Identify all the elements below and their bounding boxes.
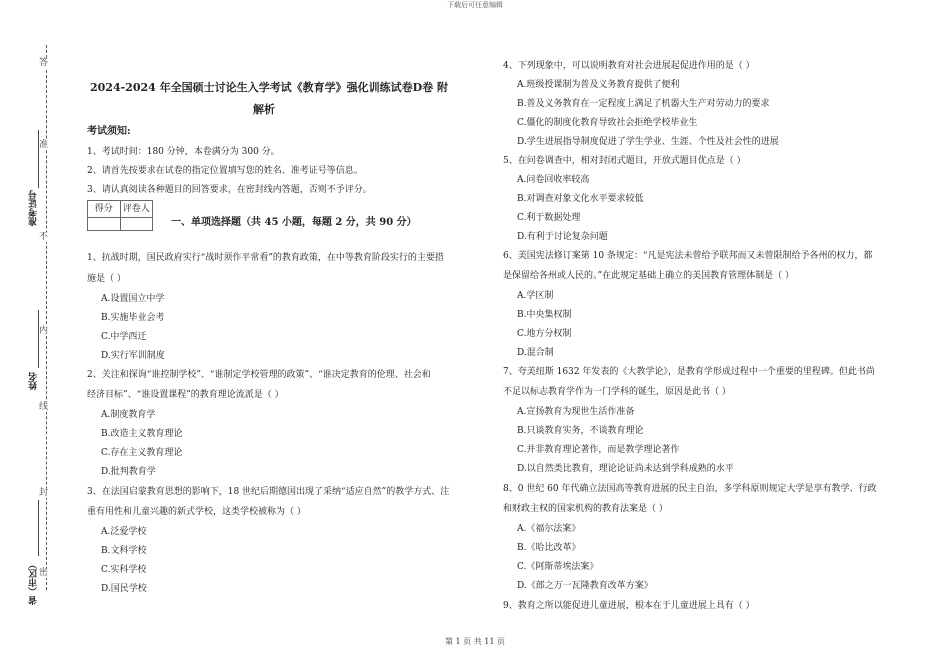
option: D.以自然类比教育，理论论证尚未达到学科成熟的水平 [517, 464, 734, 474]
option: C.地方分权制 [517, 329, 572, 339]
question-stem: 2、关注和探询“谁控制学校”、“谁制定学校管理的政策”、“谁决定教育的伦理、社会和 [87, 370, 431, 380]
notice-item: 2、请首先按要求在试卷的指定位置填写您的姓名、准考证号等信息。 [87, 166, 363, 176]
question-stem: 1、抗战时期，国民政府实行“战时须作平常看”的教育政策，在中等教育阶段实行的主要措 [87, 253, 444, 263]
exam-title-line1: 2024-2024 年全国硕士讨论生入学考试《教育学》强化训练试卷D卷 附 [90, 81, 448, 94]
binding-char: 答 [39, 58, 49, 68]
question-stem: 不足以标志教育学作为一门学科的诞生，原因是此书（ ） [503, 387, 731, 397]
option: B.中央集权制 [517, 310, 572, 320]
option: B.《哈比改革》 [517, 543, 581, 553]
option: B.实施毕业会考 [101, 313, 165, 323]
question-stem: 和财政主权的国家机构的教育法案是（ ） [503, 504, 668, 514]
option: B.只谈教育实务，不谈教育理论 [517, 426, 644, 436]
question-stem: 9、教育之所以能促进儿童进展，根本在于儿童进展上具有（ ） [503, 601, 755, 611]
score-label: 得分 [88, 201, 121, 217]
notice-item: 3、请认真阅读各种题目的回答要求，在密封线内答题，否则不予评分。 [87, 185, 372, 195]
option: C.并非教育理论著作，而是教学理论著作 [517, 445, 680, 455]
option: B.对调查对象文化水平要求较低 [517, 194, 644, 204]
province-label: 省（市区） [29, 560, 39, 605]
option: D.《郎之万一瓦隆教育改革方案》 [517, 581, 653, 591]
binding-char: 密 [39, 568, 49, 578]
seal-dashed-line [46, 45, 47, 590]
option: A.设置国立中学 [101, 294, 165, 304]
page-footer: 第 1 页 共 11 页 [445, 637, 505, 646]
question-stem: 6、美国宪法修订案第 10 条规定：“凡是宪法未曾给予联邦而又未曾限制给予各州的权力，都 [503, 251, 873, 261]
option: C.中学西迁 [101, 332, 147, 342]
question-stem: 4、下列现象中，可以说明教育对社会进展起促进作用的是（ ） [503, 61, 755, 71]
option: A.班级授课制为普及义务教育提供了便利 [517, 80, 680, 90]
option: D.学生进展指导制度促进了学生学业、生涯、个性及社会性的进展 [517, 137, 779, 147]
header-note: 下载后可任意编辑 [447, 1, 503, 9]
option: A.宣扬教育为现世生活作准备 [517, 407, 635, 417]
grader-label: 评卷人 [122, 204, 150, 214]
option: D.批判教育学 [101, 467, 156, 477]
notice-item: 1、考试时间：180 分钟，本卷满分为 300 分。 [87, 147, 280, 157]
option: C.利于数据处理 [517, 213, 581, 223]
name-label: 姓名 [29, 372, 39, 390]
province-field [38, 500, 39, 556]
question-stem: 7、夸美纽斯 1632 年发表的《大教学论》，是教育学形成过程中一个重要的里程碑。但此书尚 [503, 367, 875, 377]
binding-char: 准 [39, 140, 49, 150]
question-stem: 施是（ ） [87, 274, 126, 284]
option: C.实科学校 [101, 565, 147, 575]
option: D.有利于讨论复杂问题 [517, 232, 608, 242]
question-stem: 5、在问卷调查中，相对封闭式题目，开放式题目优点是（ ） [503, 156, 746, 166]
option: C.存在主义教育理论 [101, 448, 183, 458]
option: B.普及义务教育在一定程度上满足了机器大生产对劳动力的要求 [517, 99, 770, 109]
option: C.僵化的制度化教育导致社会拒绝学校毕业生 [517, 118, 698, 128]
exam-title-line2: 解析 [253, 103, 275, 116]
exam-number-label: 准考证号 [29, 190, 39, 226]
option: A.《福尔法案》 [517, 524, 581, 534]
option: A.泛爱学校 [101, 527, 147, 537]
binding-char: 内 [39, 326, 49, 336]
binding-char: 不 [39, 232, 49, 242]
question-stem: 3、在法国启蒙教育思想的影响下，18 世纪后期德国出现了采纳“适应自然”的教学方式、注 [87, 487, 450, 497]
score-box-blank [87, 216, 153, 231]
exam-number-field [38, 130, 39, 188]
binding-char: 线 [39, 402, 49, 412]
question-stem: 经济目标”、“谁设置课程”的教育理论流派是（ ） [87, 390, 284, 400]
question-stem: 重有用性和儿童兴趣的新式学校，这类学校被称为（ ） [87, 507, 306, 517]
option: D.国民学校 [101, 584, 147, 594]
option: D.混合制 [517, 348, 554, 358]
option: D.实行军训制度 [101, 351, 165, 361]
question-stem: 8、0 世纪 60 年代确立法国高等教育进展的民主自治，多学科原则规定大学是享有教学、行政 [503, 484, 877, 494]
name-field [38, 310, 39, 368]
option: A.制度教育学 [101, 410, 156, 420]
option: C.《阿斯蒂埃法案》 [517, 562, 599, 572]
option: B.文科学校 [101, 546, 147, 556]
section-heading: 一、单项选择题（共 45 小题，每题 2 分，共 90 分） [171, 217, 417, 228]
notice-heading: 考试须知: [87, 126, 131, 137]
question-stem: 是保留给各州或人民的。”在此规定基础上确立的美国教育管理体制是（ ） [503, 271, 794, 281]
binding-char: 封 [39, 488, 49, 498]
option: B.改造主义教育理论 [101, 429, 183, 439]
option: A.学区制 [517, 291, 554, 301]
option: A.问卷回收率较高 [517, 175, 590, 185]
